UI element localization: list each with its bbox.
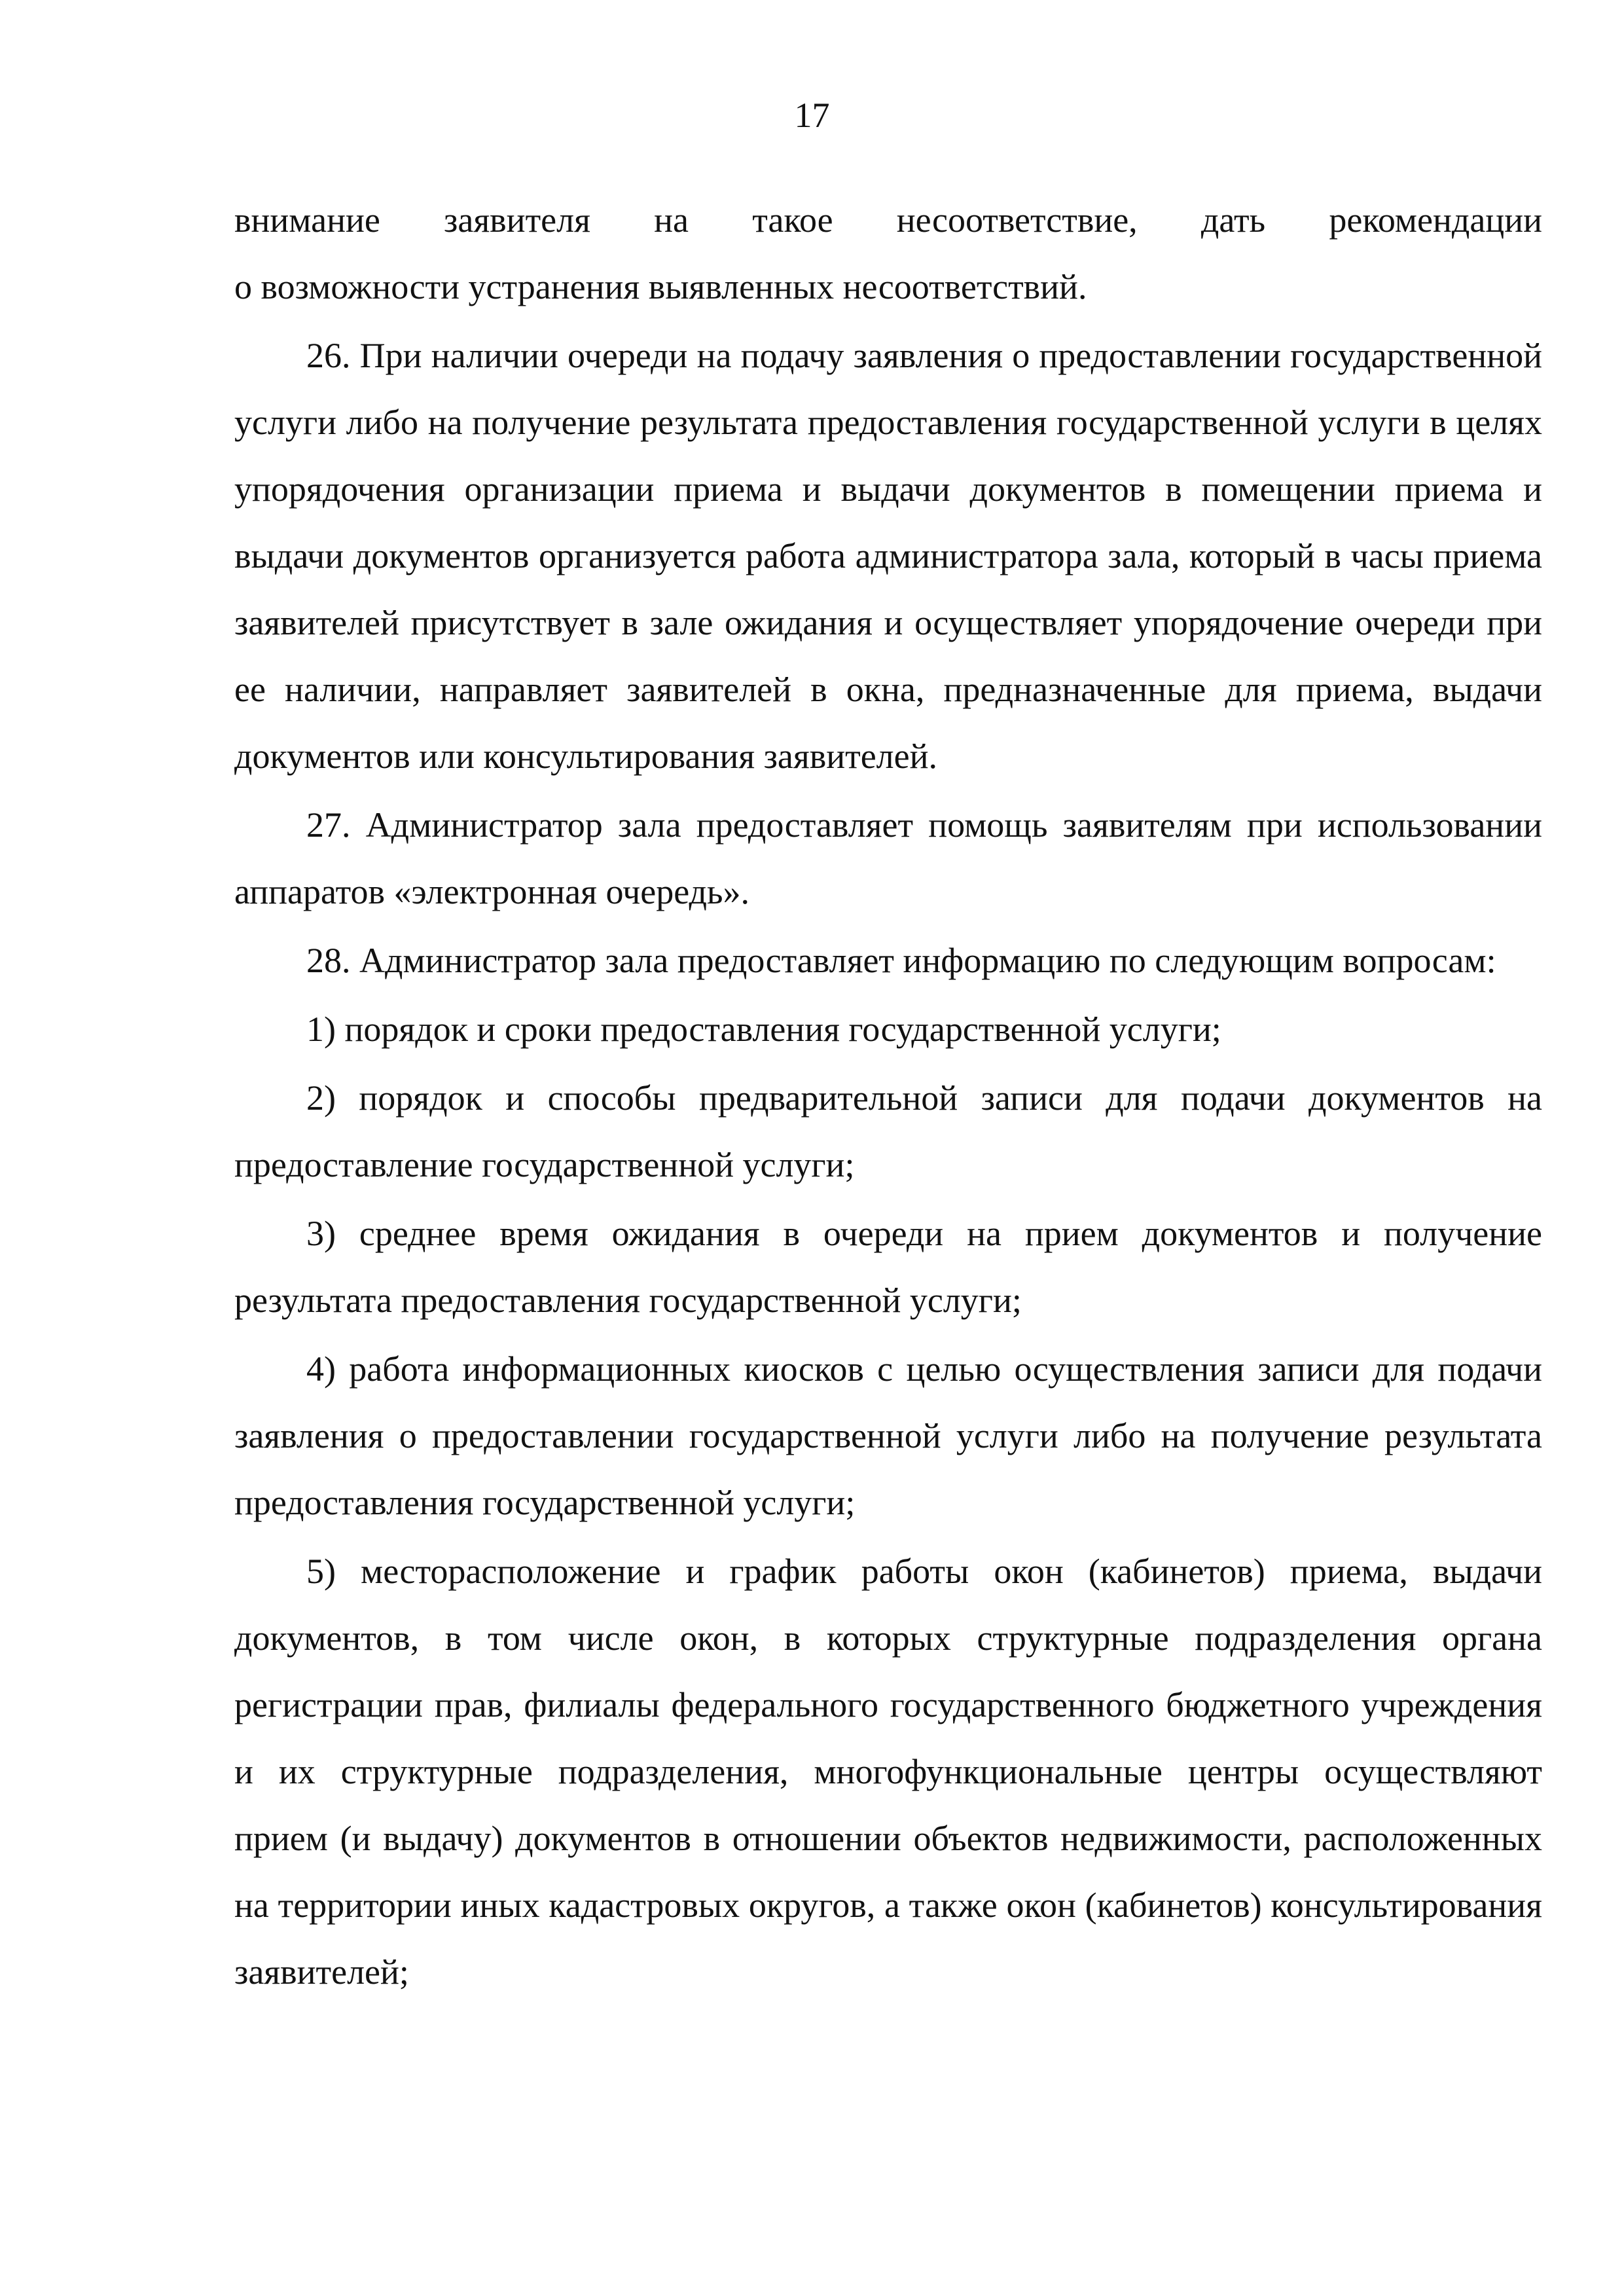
list-item-4: 4) работа информационных киосков с целью осуществления записи для подачи заявления о предоставлении государственной услуги либо на получение результата предоставления государственной услуги; bbox=[234, 1349, 1542, 1522]
document-body bbox=[234, 187, 1542, 2005]
page-number: 17 bbox=[794, 96, 830, 135]
paragraph-27: 27. Администратор зала предоставляет помощь заявителям при использовании аппаратов «электронная очередь». bbox=[234, 805, 1542, 911]
paragraph-continuation-line-2: о возможности устранения выявленных несоответствий. bbox=[234, 267, 1087, 306]
list-item-1: 1) порядок и сроки предоставления государственной услуги; bbox=[306, 1010, 1221, 1049]
paragraph-continuation-line-1: внимание заявителя на такое несоответствие, дать рекомендации bbox=[234, 200, 1542, 240]
list-item-5: 5) месторасположение и график работы окон (кабинетов) приема, выдачи документов, в том числе окон, в которых структурные подразделения органа регистрации прав, филиалы федерального государственного бюджетного учреждения и их структурные подразделения, многофункциональные центры осуществляют прием (и выдачу) документов в отношении объектов недвижимости, расположенных на территории иных кадастровых округов, а также окон (кабинетов) консультирования заявителей; bbox=[234, 1552, 1542, 1992]
list-item-3: 3) среднее время ожидания в очереди на прием документов и получение результата предоставления государственной услуги; bbox=[234, 1214, 1542, 1320]
paragraph-26: 26. При наличии очереди на подачу заявления о предоставлении государственной услуги либо на получение результата предоставления государственной услуги в целях упорядочения организации приема и выдачи документов в помещении приема и выдачи документов организуется работа администратора зала, который в часы приема заявителей присутствует в зале ожидания и осуществляет упорядочение очереди при ее наличии, направляет заявителей в окна, предназначенные для приема, выдачи документов или консультирования заявителей. bbox=[234, 336, 1542, 776]
list-item-2: 2) порядок и способы предварительной записи для подачи документов на предоставление государственной услуги; bbox=[234, 1078, 1542, 1184]
paragraph-28: 28. Администратор зала предоставляет информацию по следующим вопросам: bbox=[306, 941, 1496, 980]
